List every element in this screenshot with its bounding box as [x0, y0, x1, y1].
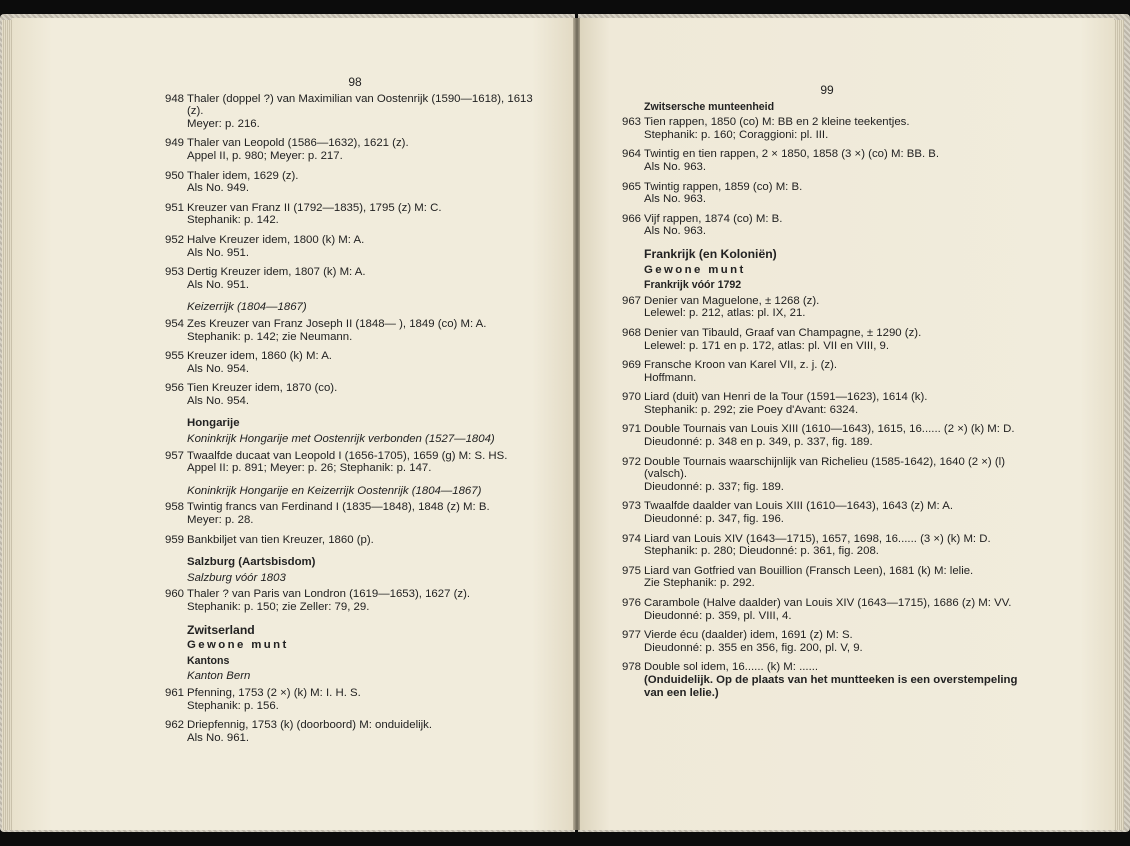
entry-number: 965	[622, 180, 642, 193]
catalog-entry	[622, 391, 1032, 416]
catalog-entry	[165, 318, 545, 343]
catalog-entry	[622, 327, 1032, 352]
entry-description: Double sol idem, 16...... (k) M: ......	[644, 661, 819, 674]
catalog-entry	[622, 423, 1032, 448]
entry-reference: Als No. 954.	[187, 362, 250, 375]
open-book	[0, 8, 1130, 838]
entry-number: 961	[165, 686, 185, 699]
entry-number: 967	[622, 294, 642, 307]
catalog-entry	[622, 213, 1032, 238]
entry-number: 951	[165, 201, 185, 214]
catalog-entry	[622, 148, 1032, 173]
entry-number: 972	[622, 455, 642, 468]
entry-reference: Zie Stephanik: p. 292.	[644, 577, 755, 590]
entry-description: Thaler idem, 1629 (z).	[187, 169, 299, 182]
entry-number: 949	[165, 137, 185, 150]
entry-number: 970	[622, 391, 642, 404]
entry-reference: (Onduidelijk. Op de plaats van het muntteeken is een overstempeling van een lelie.)	[644, 673, 1018, 699]
entry-description: Twintig en tien rappen, 2 × 1850, 1858 (3 ×) (co) M: BB. B.	[644, 148, 940, 161]
entry-number: 963	[622, 116, 642, 129]
category-heading: Gewone munt	[187, 639, 289, 652]
entry-reference: Appel II: p. 891; Meyer: p. 26; Stephanik: p. 147.	[187, 462, 432, 475]
entry-description: Zes Kreuzer van Franz Joseph II (1848— ), 1849 (co) M: A.	[187, 317, 487, 330]
catalog-entry	[165, 234, 545, 259]
entry-description: Dertig Kreuzer idem, 1807 (k) M: A.	[187, 266, 366, 279]
catalog-entry	[165, 350, 545, 375]
entry-description: Tien Kreuzer idem, 1870 (co).	[187, 382, 338, 395]
entry-description: Halve Kreuzer idem, 1800 (k) M: A.	[187, 233, 365, 246]
catalog-entry	[622, 533, 1032, 558]
entry-reference: Appel II, p. 980; Meyer: p. 217.	[187, 149, 343, 162]
entry-reference: Stephanik: p. 156.	[187, 699, 279, 712]
entry-number: 976	[622, 597, 642, 609]
entry-number: 948	[165, 92, 185, 105]
entry-description: Denier van Maguelone, ± 1268 (z).	[644, 294, 820, 307]
entry-description: Twaalfde ducaat van Leopold I (1656-1705), 1659 (g) M: S. HS.	[187, 449, 508, 462]
entry-description: Vijf rappen, 1874 (co) M: B.	[644, 212, 783, 225]
entry-reference: Dieudonné: p. 359, pl. VIII, 4.	[644, 609, 792, 622]
subsection-heading: Kanton Bern	[187, 670, 251, 683]
page-number: 99	[820, 83, 834, 97]
catalog-entry	[165, 137, 545, 162]
catalog-entry	[165, 450, 545, 475]
catalog-entry	[622, 116, 1032, 141]
entry-description: Thaler ? van Paris van Londron (1619—1653), 1627 (z).	[187, 588, 471, 601]
entry-number: 954	[165, 317, 185, 330]
entry-number: 975	[622, 564, 642, 577]
catalog-entry	[622, 629, 1032, 654]
entry-description: Driepfennig, 1753 (k) (doorboord) M: onduidelijk.	[187, 719, 433, 732]
catalog-entry	[165, 202, 545, 227]
entry-reference: Als No. 954.	[187, 394, 250, 407]
entry-reference: Als No. 961.	[187, 731, 250, 744]
entry-description: Denier van Tibauld, Graaf van Champagne, ± 1290 (z).	[644, 326, 922, 339]
entry-description: Liard van Louis XIV (1643—1715), 1657, 1698, 16...... (3 ×) (k) M: D.	[644, 532, 991, 545]
entry-reference: Stephanik: p. 142.	[187, 214, 279, 227]
entry-reference: Lelewel: p. 212, atlas: pl. IX, 21.	[644, 307, 806, 320]
catalog-entry	[622, 295, 1032, 320]
entry-description: Twintig francs van Ferdinand I (1835—1848), 1848 (z) M: B.	[187, 501, 490, 514]
page-edges-right	[1114, 20, 1124, 830]
catalog-entry	[165, 93, 545, 131]
entry-number: 959	[165, 533, 185, 546]
catalog-entry	[622, 359, 1032, 384]
page-number: 98	[348, 75, 362, 89]
entry-description: Pfenning, 1753 (2 ×) (k) M: I. H. S.	[187, 686, 361, 699]
entry-reference: Dieudonné: p. 347, fig. 196.	[644, 513, 784, 526]
entry-description: Liard van Gotfried van Bouillion (Fransch Leen), 1681 (k) M: lelie.	[644, 564, 974, 577]
entry-reference: Stephanik: p. 150; zie Zeller: 79, 29.	[187, 601, 370, 613]
entry-number: 955	[165, 350, 185, 363]
entry-number: 956	[165, 382, 185, 395]
catalog-entry	[622, 597, 1032, 622]
entry-reference: Als No. 951.	[187, 278, 250, 291]
entry-reference: Stephanik: p. 142; zie Neumann.	[187, 330, 353, 343]
entry-description: Twaalfde daalder van Louis XIII (1610—1643), 1643 (z) M: A.	[644, 500, 953, 513]
entry-number: 952	[165, 233, 185, 246]
entry-number: 977	[622, 629, 642, 642]
entry-description: Fransche Kroon van Karel VII, z. j. (z).	[644, 359, 838, 372]
section-heading: Hongarije	[187, 417, 240, 430]
subsection-heading: Koninkrijk Hongarije en Keizerrijk Oostenrijk (1804—1867)	[187, 484, 482, 497]
section-heading: Zwitserland	[187, 622, 255, 637]
entry-description: Bankbiljet van tien Kreuzer, 1860 (p).	[187, 533, 374, 546]
entry-description: Vierde écu (daalder) idem, 1691 (z) M: S.	[644, 629, 853, 642]
entry-reference: Hoffmann.	[644, 371, 697, 384]
catalog-entry	[165, 170, 545, 195]
entry-number: 960	[165, 588, 185, 601]
entry-number: 974	[622, 532, 642, 545]
entry-reference: Lelewel: p. 171 en p. 172, atlas: pl. VII en VIII, 9.	[644, 339, 890, 352]
catalog-entry	[165, 588, 545, 613]
entry-description: Double Tournais waarschijnlijk van Richelieu (1585-1642), 1640 (2 ×) (l) (valsch).	[644, 455, 1005, 481]
entry-number: 953	[165, 266, 185, 279]
page-edges-left	[2, 20, 12, 830]
catalog-entry	[165, 501, 545, 526]
entry-description: Thaler van Leopold (1586—1632), 1621 (z).	[187, 137, 409, 150]
entry-number: 973	[622, 500, 642, 513]
entry-reference: Als No. 963.	[644, 225, 707, 238]
entry-reference: Als No. 963.	[644, 160, 707, 173]
entry-number: 964	[622, 148, 642, 161]
entry-description: Twintig rappen, 1859 (co) M: B.	[644, 180, 803, 193]
category-heading: Gewone munt	[644, 263, 746, 276]
entry-description: Kreuzer idem, 1860 (k) M: A.	[187, 350, 332, 363]
left-page	[12, 18, 574, 830]
entry-number: 978	[622, 661, 642, 674]
catalog-entry	[622, 661, 1032, 699]
catalog-entry	[622, 500, 1032, 525]
catalog-entry	[622, 565, 1032, 590]
category-heading: Zwitsersche munteenheid	[644, 100, 775, 113]
subsection-heading: Koninkrijk Hongarije met Oostenrijk verbonden (1527—1804)	[187, 433, 495, 446]
right-page	[580, 18, 1114, 830]
entry-number: 971	[622, 423, 642, 436]
entry-number: 962	[165, 719, 185, 732]
entry-number: 950	[165, 169, 185, 182]
entry-description: Carambole (Halve daalder) van Louis XIV (1643—1715), 1686 (z) M: VV.	[644, 597, 1012, 609]
catalog-entry	[622, 456, 1032, 494]
right-page-content	[622, 84, 1032, 706]
entry-reference: Dieudonné: p. 348 en p. 349, p. 337, fig. 189.	[644, 436, 873, 449]
catalog-entry	[165, 719, 545, 744]
left-page-content	[165, 76, 545, 751]
entry-description: Double Tournais van Louis XIII (1610—1643), 1615, 16...... (2 ×) (k) M: D.	[644, 423, 1015, 436]
section-heading: Salzburg (Aartsbisdom)	[187, 556, 316, 569]
entry-reference: Meyer: p. 216.	[187, 117, 260, 130]
entry-reference: Dieudonné: p. 337; fig. 189.	[644, 480, 784, 493]
subsection-heading: Salzburg vóór 1803	[187, 571, 286, 584]
entry-description: Tien rappen, 1850 (co) M: BB en 2 kleine teekentjes.	[644, 116, 910, 129]
entry-reference: Meyer: p. 28.	[187, 514, 254, 527]
entry-number: 969	[622, 359, 642, 372]
catalog-entry	[165, 382, 545, 407]
entry-reference: Dieudonné: p. 355 en 356, fig. 200, pl. V, 9.	[644, 641, 863, 654]
entry-number: 958	[165, 501, 185, 514]
entry-reference: Stephanik: p. 160; Coraggioni: pl. III.	[644, 128, 829, 141]
entry-description: Liard (duit) van Henri de la Tour (1591—1623), 1614 (k).	[644, 391, 928, 404]
entry-reference: Stephanik: p. 280; Dieudonné: p. 361, fig. 208.	[644, 545, 879, 558]
catalog-entry	[165, 687, 545, 712]
entry-reference: Stephanik: p. 292; zie Poey d'Avant: 6324.	[644, 403, 859, 416]
entry-number: 968	[622, 326, 642, 339]
entry-reference: Als No. 949.	[187, 182, 250, 195]
catalog-entry	[165, 534, 545, 547]
category-heading: Kantons	[187, 654, 230, 667]
subsection-heading: Keizerrijk (1804—1867)	[187, 301, 307, 314]
catalog-entry	[622, 181, 1032, 206]
catalog-entry	[165, 266, 545, 291]
entry-reference: Als No. 951.	[187, 246, 250, 259]
entry-reference: Als No. 963.	[644, 193, 707, 206]
entry-number: 966	[622, 212, 642, 225]
entry-description: Kreuzer van Franz II (1792—1835), 1795 (z) M: C.	[187, 201, 442, 214]
entry-description: Thaler (doppel ?) van Maximilian van Oostenrijk (1590—1618), 1613 (z).	[187, 92, 533, 118]
entry-number: 957	[165, 449, 185, 462]
category-heading: Frankrijk vóór 1792	[644, 279, 742, 292]
section-heading: Frankrijk (en Koloniën)	[644, 246, 777, 261]
